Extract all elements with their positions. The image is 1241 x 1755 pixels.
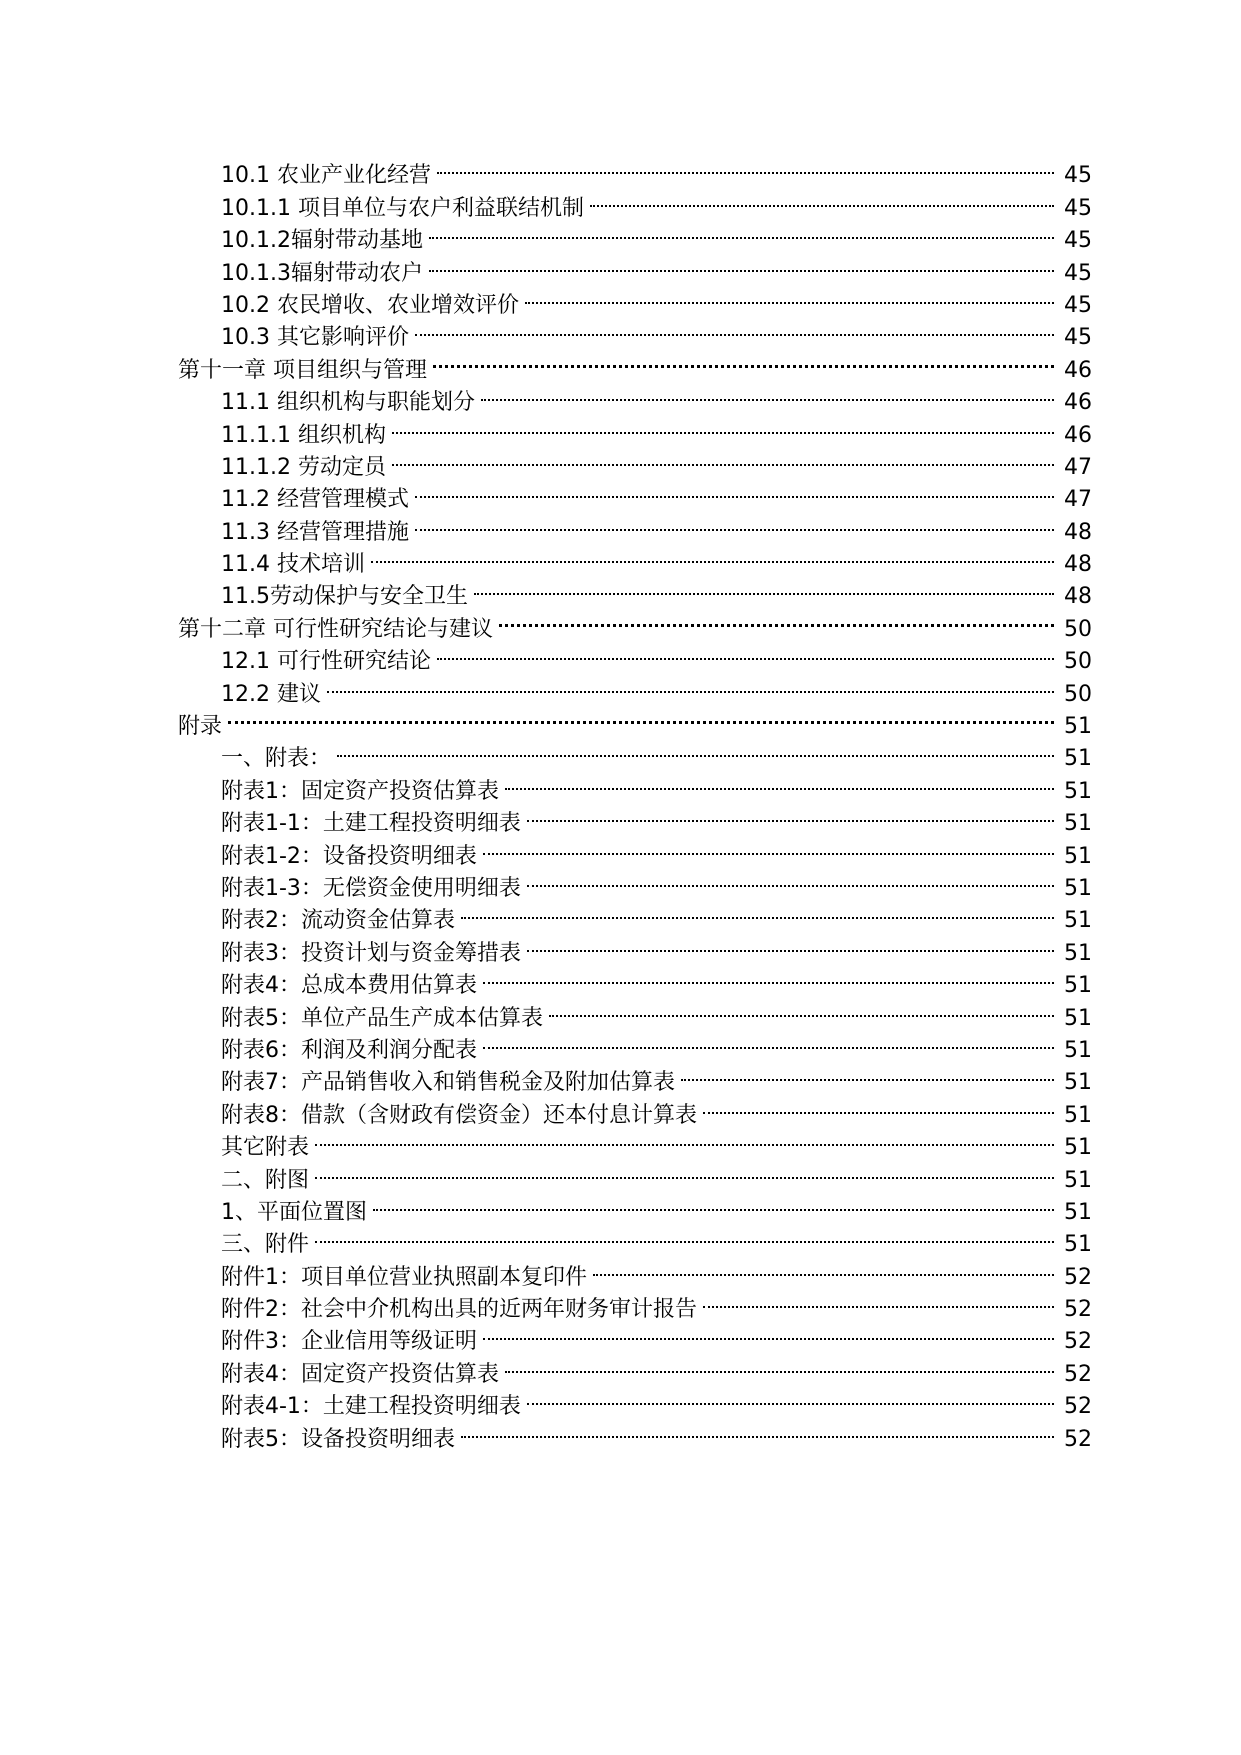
toc-entry-label: 10.1.2辐射带动基地 <box>221 228 423 254</box>
toc-entry-label: 11.2 经营管理模式 <box>221 487 409 513</box>
toc-entry-label: 11.5劳动保护与安全卫生 <box>221 584 468 610</box>
toc-page-number: 51 <box>1064 778 1092 804</box>
toc-dot-leader <box>437 150 1054 182</box>
toc-entry-label: 附件1：项目单位营业执照副本复印件 <box>221 1264 587 1290</box>
toc-dot-leader <box>590 182 1054 214</box>
toc-dot-leader <box>527 863 1054 895</box>
toc-entry-label: 三、附件 <box>221 1232 310 1258</box>
toc-entry-label: 附表1-2：设备投资明细表 <box>221 843 477 869</box>
toc-entry-label: 附件3：企业信用等级证明 <box>221 1329 477 1355</box>
toc-page-number: 51 <box>1064 1102 1092 1128</box>
toc-entry-label: 10.3 其它影响评价 <box>221 325 409 351</box>
toc-dot-leader <box>337 733 1054 765</box>
toc-entry-label: 附表2：流动资金估算表 <box>221 908 455 934</box>
toc-entry-label: 附表5：设备投资明细表 <box>221 1426 455 1452</box>
toc-entry-label: 10.1 农业产业化经营 <box>221 163 431 189</box>
toc-dot-leader <box>415 474 1054 506</box>
toc-page-number: 52 <box>1064 1361 1092 1387</box>
toc-entry-label: 10.2 农民增收、农业增效评价 <box>221 292 519 318</box>
toc-page-number: 45 <box>1064 260 1092 286</box>
table-of-contents <box>178 150 1092 1452</box>
toc-entry[interactable] <box>178 150 1092 189</box>
toc-page-number: 50 <box>1064 649 1092 675</box>
toc-page-number: 51 <box>1064 1232 1092 1258</box>
toc-entry[interactable] <box>178 1251 1092 1290</box>
toc-dot-leader <box>505 765 1054 797</box>
toc-dot-leader <box>474 571 1054 603</box>
toc-page-number: 46 <box>1064 390 1092 416</box>
toc-page-number: 52 <box>1064 1264 1092 1290</box>
toc-page-number: 51 <box>1064 1005 1092 1031</box>
toc-page-number: 45 <box>1064 325 1092 351</box>
toc-entry-label: 12.1 可行性研究结论 <box>221 649 431 675</box>
toc-dot-leader <box>461 1413 1054 1445</box>
toc-entry-label: 附表4：总成本费用估算表 <box>221 973 477 999</box>
toc-entry-label: 附表3：投资计划与资金筹措表 <box>221 940 521 966</box>
toc-dot-leader <box>461 895 1054 927</box>
toc-dot-leader <box>437 636 1054 668</box>
toc-entry[interactable] <box>178 1122 1092 1161</box>
toc-page-number: 47 <box>1064 487 1092 513</box>
toc-dot-leader <box>483 960 1054 992</box>
toc-dot-leader <box>681 1057 1054 1089</box>
toc-entry[interactable] <box>178 1187 1092 1225</box>
toc-entry-label: 其它附表 <box>221 1135 310 1161</box>
toc-dot-leader <box>499 603 1054 635</box>
toc-page-number: 52 <box>1064 1394 1092 1420</box>
toc-dot-leader <box>315 1219 1054 1251</box>
toc-entry-label: 1、平面位置图 <box>221 1199 367 1225</box>
toc-page-number: 51 <box>1064 908 1092 934</box>
toc-page-number: 51 <box>1064 714 1092 740</box>
toc-page-number: 51 <box>1064 746 1092 772</box>
toc-entry-label: 11.1 组织机构与职能划分 <box>221 390 475 416</box>
toc-dot-leader <box>392 442 1054 474</box>
toc-page-number: 46 <box>1064 357 1092 383</box>
toc-dot-leader <box>593 1251 1054 1283</box>
toc-page-number: 46 <box>1064 422 1092 448</box>
toc-entry-label: 附表5：单位产品生产成本估算表 <box>221 1005 543 1031</box>
toc-entry-label: 附表6：利润及利润分配表 <box>221 1037 477 1063</box>
toc-page-number: 51 <box>1064 973 1092 999</box>
toc-dot-leader <box>327 668 1054 700</box>
toc-page-number: 45 <box>1064 292 1092 318</box>
toc-dot-leader <box>527 1381 1054 1413</box>
toc-dot-leader <box>315 1122 1054 1154</box>
toc-dot-leader <box>483 830 1054 862</box>
toc-entry-label: 附表4-1：土建工程投资明细表 <box>221 1394 521 1420</box>
toc-chapter-entry[interactable] <box>178 701 1092 740</box>
toc-page-number: 51 <box>1064 1167 1092 1193</box>
toc-entry-label: 附录 <box>178 714 223 740</box>
toc-dot-leader <box>549 992 1054 1024</box>
toc-page-number: 50 <box>1064 681 1092 707</box>
toc-dot-leader <box>228 701 1054 733</box>
toc-page-number: 48 <box>1064 519 1092 545</box>
toc-page-number: 48 <box>1064 552 1092 578</box>
toc-page-number: 52 <box>1064 1329 1092 1355</box>
toc-page-number: 51 <box>1064 1135 1092 1161</box>
toc-entry-label: 一、附表： <box>221 746 332 772</box>
toc-dot-leader <box>703 1089 1054 1121</box>
toc-dot-leader <box>525 280 1054 312</box>
toc-entry-label: 第十一章 项目组织与管理 <box>178 357 427 383</box>
toc-dot-leader <box>483 1316 1054 1348</box>
toc-page-number: 51 <box>1064 875 1092 901</box>
toc-page-number: 45 <box>1064 163 1092 189</box>
toc-dot-leader <box>483 1025 1054 1057</box>
toc-dot-leader <box>392 409 1054 441</box>
toc-entry-label: 11.1.2 劳动定员 <box>221 454 386 480</box>
toc-entry-label: 10.1.3辐射带动农户 <box>221 260 423 286</box>
toc-entry-label: 10.1.1 项目单位与农户利益联结机制 <box>221 195 584 221</box>
toc-dot-leader <box>373 1187 1054 1219</box>
toc-page-number: 52 <box>1064 1426 1092 1452</box>
toc-dot-leader <box>429 215 1054 247</box>
toc-dot-leader <box>505 1348 1054 1380</box>
toc-page-number: 51 <box>1064 1199 1092 1225</box>
toc-dot-leader <box>371 539 1054 571</box>
toc-dot-leader <box>527 798 1054 830</box>
toc-entry[interactable] <box>178 1154 1092 1193</box>
toc-dot-leader <box>703 1284 1054 1316</box>
toc-dot-leader <box>415 312 1054 344</box>
toc-dot-leader <box>415 506 1054 538</box>
toc-entry-label: 第十二章 可行性研究结论与建议 <box>178 616 493 642</box>
toc-entry[interactable] <box>178 733 1092 772</box>
toc-page-number: 47 <box>1064 454 1092 480</box>
toc-dot-leader <box>527 927 1054 959</box>
toc-page-number: 50 <box>1064 616 1092 642</box>
toc-page-number: 51 <box>1064 1037 1092 1063</box>
toc-entry-label: 附表7：产品销售收入和销售税金及附加估算表 <box>221 1070 675 1096</box>
toc-entry-label: 附表1：固定资产投资估算表 <box>221 778 499 804</box>
toc-page-number: 51 <box>1064 940 1092 966</box>
toc-dot-leader <box>429 247 1054 279</box>
toc-entry-label: 附表1-3：无偿资金使用明细表 <box>221 875 521 901</box>
toc-entry-label: 附表8：借款（含财政有偿资金）还本付息计算表 <box>221 1102 697 1128</box>
toc-entry-label: 附表4：固定资产投资估算表 <box>221 1361 499 1387</box>
toc-page-number: 45 <box>1064 195 1092 221</box>
toc-entry-label: 11.1.1 组织机构 <box>221 422 386 448</box>
toc-page-number: 45 <box>1064 228 1092 254</box>
toc-page-number: 48 <box>1064 584 1092 610</box>
toc-entry-label: 12.2 建议 <box>221 681 321 707</box>
toc-page-number: 51 <box>1064 1070 1092 1096</box>
toc-page-number: 51 <box>1064 811 1092 837</box>
toc-entry-label: 二、附图 <box>221 1167 310 1193</box>
toc-page-number: 51 <box>1064 843 1092 869</box>
toc-entry-label: 附件2：社会中介机构出具的近两年财务审计报告 <box>221 1297 697 1323</box>
toc-entry-label: 11.4 技术培训 <box>221 552 365 578</box>
toc-entry-label: 附表1-1：土建工程投资明细表 <box>221 811 521 837</box>
toc-dot-leader <box>433 344 1054 376</box>
toc-entry-label: 11.3 经营管理措施 <box>221 519 409 545</box>
toc-entry[interactable] <box>178 1219 1092 1258</box>
toc-dot-leader <box>481 377 1054 409</box>
toc-dot-leader <box>315 1154 1054 1186</box>
toc-page-number: 52 <box>1064 1297 1092 1323</box>
